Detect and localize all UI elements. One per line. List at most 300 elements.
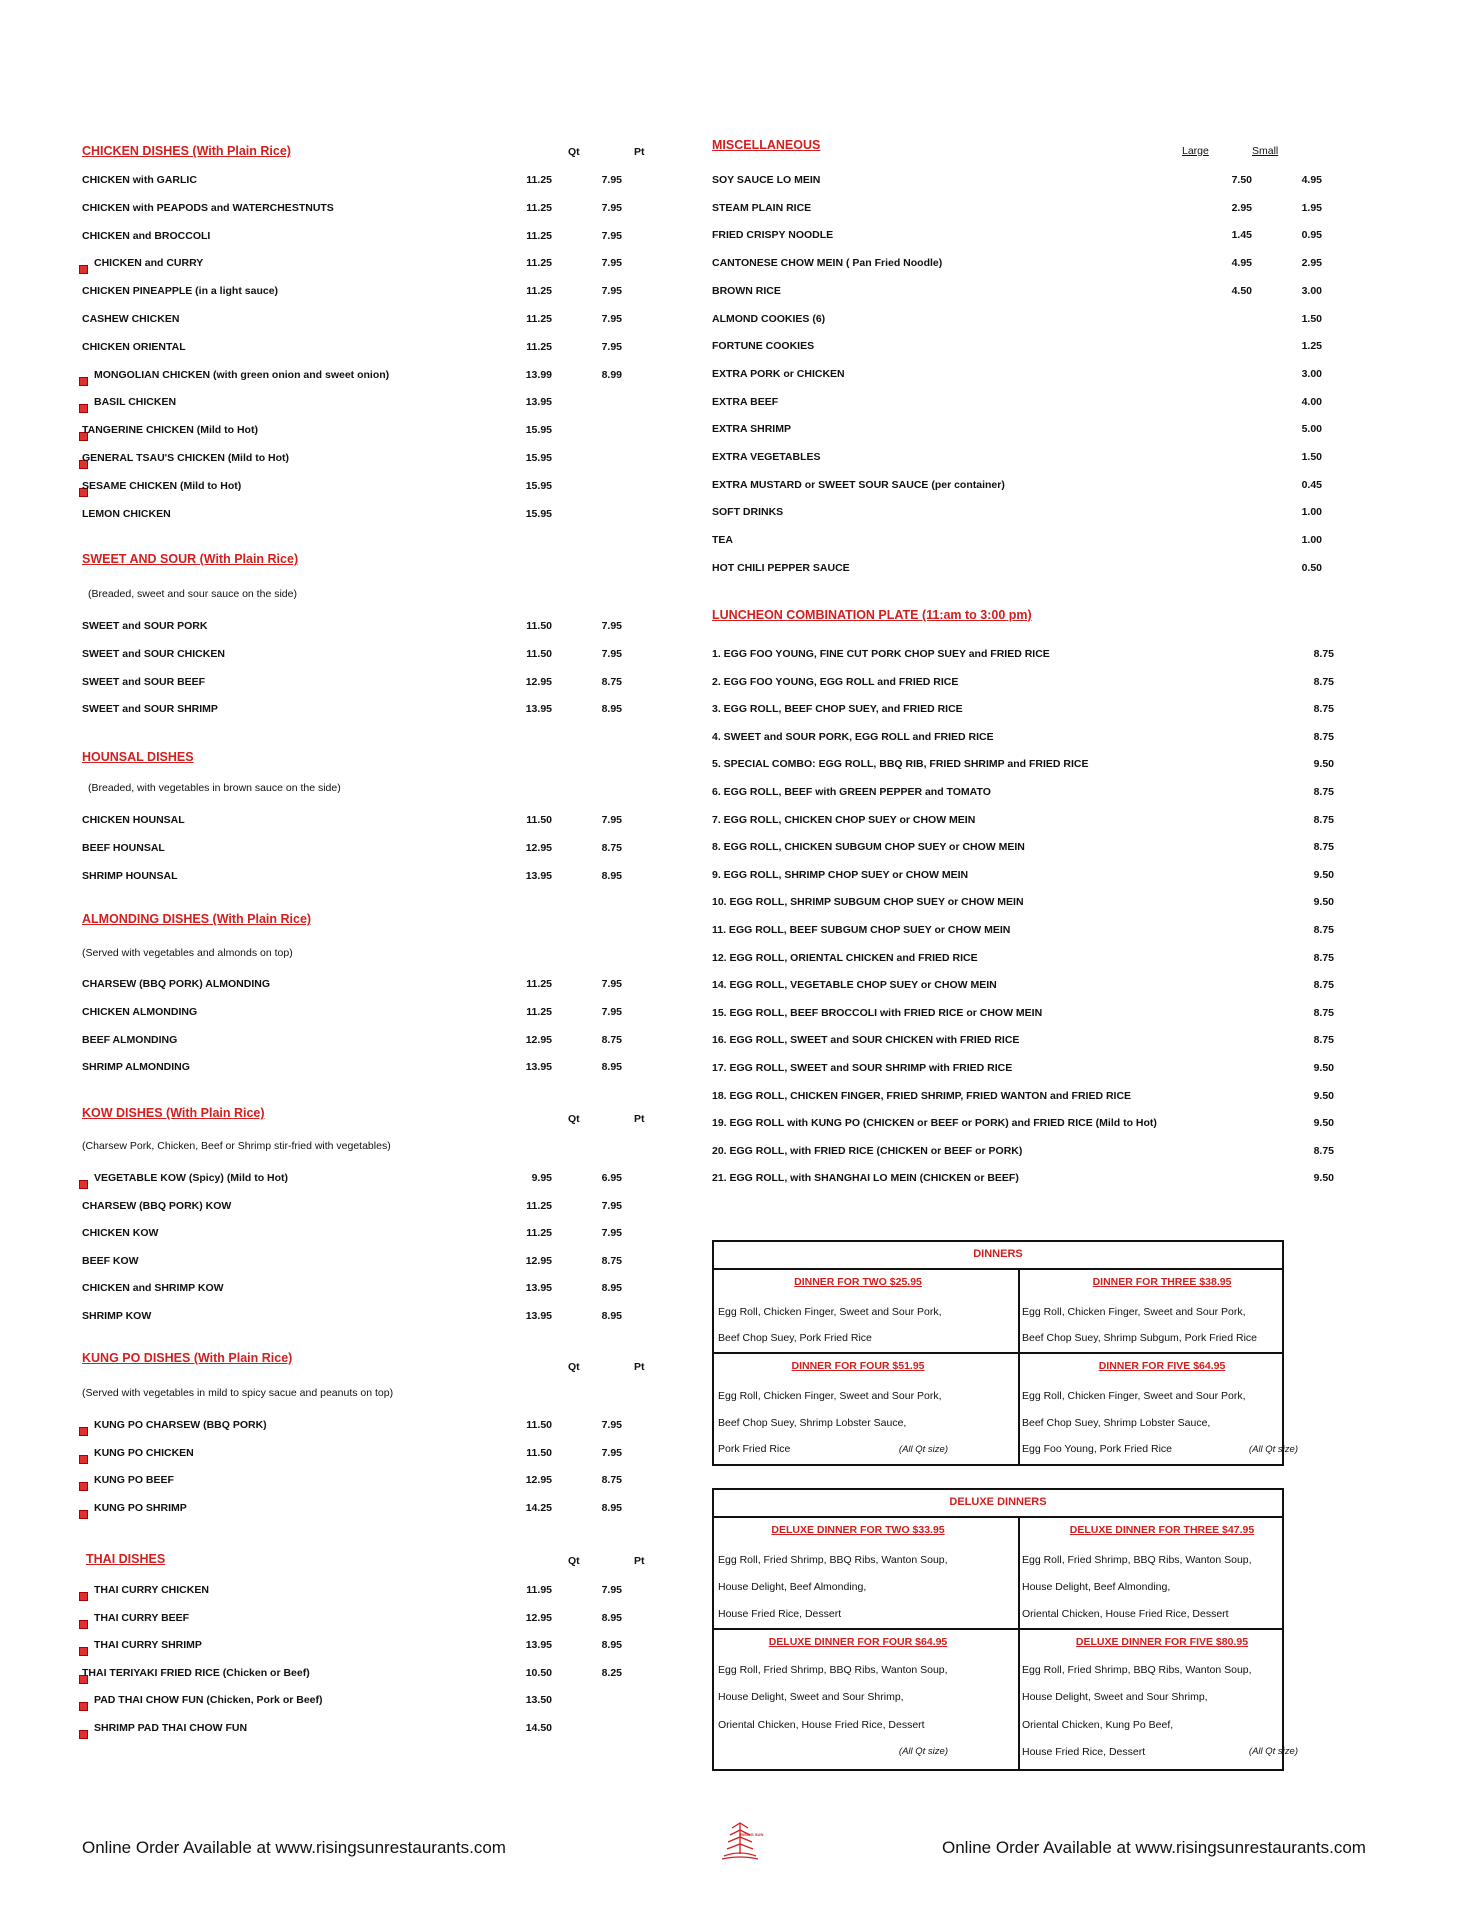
item-name: PAD THAI CHOW FUN (Chicken, Pork or Beef) xyxy=(94,1694,323,1707)
qt-price: 11.25 xyxy=(526,313,552,325)
small-price: 0.50 xyxy=(1301,561,1322,574)
item-name: CHICKEN with GARLIC xyxy=(82,174,197,186)
dinner-for-three-title: DINNER FOR THREE $38.95 xyxy=(1092,1276,1232,1288)
item-name: CHICKEN with PEAPODS and WATERCHESTNUTS xyxy=(82,201,334,214)
pt-price: 8.95 xyxy=(601,1639,622,1652)
item-name: BEEF KOW xyxy=(82,1254,139,1267)
dinner-for-four xyxy=(716,1356,1000,1466)
kungpo-menu-row xyxy=(82,1443,642,1463)
deluxe-four-line-3: Oriental Chicken, House Fried Rice, Dessert xyxy=(718,1719,925,1731)
misc-menu-row xyxy=(712,309,1322,329)
qt-price: 12.95 xyxy=(525,1474,552,1487)
hounsal-menu-row xyxy=(82,810,642,830)
hounsal-menu-row xyxy=(82,866,642,886)
kungpo-menu-row xyxy=(82,1415,642,1435)
deluxe-two-line-1: Egg Roll, Fried Shrimp, BBQ Ribs, Wanton Soup, xyxy=(718,1554,948,1566)
qt-price: 11.25 xyxy=(526,340,552,353)
item-name: STEAM PLAIN RICE xyxy=(712,201,812,214)
dinner-for-two xyxy=(716,1272,1000,1352)
chicken-menu-row xyxy=(82,337,642,357)
item-name: THAI CURRY SHRIMP xyxy=(94,1639,202,1652)
combo-name: 2. EGG FOO YOUNG, EGG ROLL and FRIED RICE xyxy=(712,675,959,688)
qt-price: 15.95 xyxy=(525,452,552,464)
pt-price: 7.95 xyxy=(601,1584,622,1596)
luncheon-combo-row xyxy=(712,975,1334,995)
item-name: SWEET and SOUR BEEF xyxy=(82,675,206,688)
luncheon-combo-row xyxy=(712,1030,1334,1050)
chicken-menu-row xyxy=(82,420,642,440)
combo-price: 8.75 xyxy=(1313,1006,1334,1019)
deluxe-dinners-title: DELUXE DINNERS xyxy=(949,1496,1047,1508)
item-name: CHICKEN and BROCCOLI xyxy=(82,229,211,242)
pt-price: 7.95 xyxy=(601,1446,622,1459)
kow-qt-header: Qt xyxy=(568,1113,580,1125)
kow-menu-row xyxy=(82,1278,642,1298)
chicken-dishes-heading: CHICKEN DISHES (With Plain Rice) xyxy=(82,144,291,158)
luncheon-combo-row xyxy=(712,1003,1334,1023)
deluxe-five-size-note: (All Qt size) xyxy=(1248,1746,1298,1757)
qt-price: 12.95 xyxy=(525,1611,552,1624)
pt-price: 8.75 xyxy=(601,1033,622,1046)
item-name: BEEF HOUNSAL xyxy=(82,841,165,854)
item-name: SOY SAUCE LO MEIN xyxy=(712,174,821,186)
kungpo-qt-header: Qt xyxy=(568,1361,580,1373)
combo-name: 7. EGG ROLL, CHICKEN CHOP SUEY or CHOW MEIN xyxy=(712,813,976,826)
large-price: 1.45 xyxy=(1231,229,1252,242)
pt-price: 8.75 xyxy=(601,841,622,854)
sweet_sour-menu-row xyxy=(82,672,642,692)
luncheon-combo-row xyxy=(712,810,1334,830)
pagoda-logo-icon xyxy=(718,1820,762,1862)
kungpo-menu-row xyxy=(82,1498,642,1518)
pt-price: 7.95 xyxy=(601,647,622,660)
luncheon-combo-row xyxy=(712,1058,1334,1078)
combo-price: 9.50 xyxy=(1313,1172,1334,1185)
sweet-sour-note: (Breaded, sweet and sour sauce on the side) xyxy=(88,588,297,600)
dinner-for-five xyxy=(1020,1356,1304,1466)
pt-price: 7.95 xyxy=(601,1419,622,1431)
combo-price: 9.50 xyxy=(1313,1062,1334,1074)
item-name: EXTRA PORK or CHICKEN xyxy=(712,367,845,380)
small-price: 1.95 xyxy=(1301,201,1322,214)
combo-price: 8.75 xyxy=(1313,648,1334,660)
deluxe-for-five xyxy=(1020,1632,1304,1770)
deluxe-for-four-title: DELUXE DINNER FOR FOUR $64.95 xyxy=(768,1636,948,1648)
item-name: BEEF ALMONDING xyxy=(82,1033,178,1046)
luncheon-combo-row xyxy=(712,948,1334,968)
dinner-four-line-3: Pork Fried Rice xyxy=(718,1443,791,1455)
qt-price: 11.50 xyxy=(526,1419,552,1431)
qt-price: 11.25 xyxy=(526,1005,552,1018)
chicken-menu-row xyxy=(82,226,642,246)
item-name: THAI CURRY CHICKEN xyxy=(94,1584,209,1596)
item-name: SWEET and SOUR SHRIMP xyxy=(82,703,218,716)
dinner-five-line-3: Egg Foo Young, Pork Fried Rice xyxy=(1022,1443,1173,1455)
item-name: FRIED CRISPY NOODLE xyxy=(712,229,834,242)
large-price: 7.50 xyxy=(1231,174,1252,186)
kungpo-note: (Served with vegetables in mild to spicy sacue and peanuts on top) xyxy=(82,1387,394,1399)
chicken-menu-row xyxy=(82,170,642,190)
combo-price: 9.50 xyxy=(1313,1117,1334,1130)
deluxe-dinners-box xyxy=(712,1488,1298,1771)
combo-name: 17. EGG ROLL, SWEET and SOUR SHRIMP with FRIED RICE xyxy=(712,1062,1013,1074)
pt-price: 7.95 xyxy=(601,285,622,298)
almonding-menu-row xyxy=(82,1030,642,1050)
logo-text: RISING SUN xyxy=(740,1832,764,1837)
item-name: SESAME CHICKEN (Mild to Hot) xyxy=(82,479,242,492)
pt-price: 7.95 xyxy=(601,340,622,353)
pt-header: Pt xyxy=(634,146,645,158)
large-header: Large xyxy=(1182,145,1209,157)
small-price: 3.00 xyxy=(1301,367,1322,380)
dinner-four-line-1: Egg Roll, Chicken Finger, Sweet and Sour Pork, xyxy=(718,1390,942,1402)
item-name: SHRIMP ALMONDING xyxy=(82,1061,190,1074)
kungpo-pt-header: Pt xyxy=(634,1361,645,1373)
combo-price: 8.75 xyxy=(1313,979,1334,992)
small-price: 1.00 xyxy=(1301,506,1322,519)
large-price: 4.95 xyxy=(1231,257,1252,270)
small-price: 3.00 xyxy=(1301,284,1322,297)
qt-price: 13.50 xyxy=(525,1694,552,1707)
misc-menu-row xyxy=(712,198,1322,218)
item-name: LEMON CHICKEN xyxy=(82,507,171,520)
thai-menu-row xyxy=(82,1718,642,1738)
dinner-three-line-1: Egg Roll, Chicken Finger, Sweet and Sour Pork, xyxy=(1022,1306,1246,1318)
hounsal-note: (Breaded, with vegetables in brown sauce on the side) xyxy=(88,782,341,794)
pt-price: 7.95 xyxy=(601,229,622,242)
thai-menu-row xyxy=(82,1635,642,1655)
qt-price: 13.95 xyxy=(525,1310,552,1322)
misc-menu-row xyxy=(712,281,1322,301)
deluxe-five-line-4: House Fried Rice, Dessert xyxy=(1022,1746,1146,1758)
deluxe-four-size-note: (All Qt size) xyxy=(898,1746,948,1757)
qt-price: 15.95 xyxy=(525,507,552,520)
dinner-four-size-note: (All Qt size) xyxy=(898,1444,948,1455)
combo-name: 5. SPECIAL COMBO: EGG ROLL, BBQ RIB, FRIED SHRIMP and FRIED RICE xyxy=(712,758,1089,771)
chicken-menu-row xyxy=(82,392,642,412)
combo-name: 10. EGG ROLL, SHRIMP SUBGUM CHOP SUEY or CHOW MEIN xyxy=(712,896,1024,909)
item-name: EXTRA MUSTARD or SWEET SOUR SAUCE (per container) xyxy=(712,478,1005,491)
item-name: CHICKEN ALMONDING xyxy=(82,1005,198,1018)
small-price: 0.45 xyxy=(1301,478,1322,491)
hounsal-menu-row xyxy=(82,838,642,858)
sweet_sour-menu-row xyxy=(82,616,642,636)
misc-menu-row xyxy=(712,502,1322,522)
item-name: TEA xyxy=(712,534,733,547)
small-price: 1.00 xyxy=(1301,534,1322,547)
chicken-menu-row xyxy=(82,476,642,496)
deluxe-for-two xyxy=(716,1520,1000,1628)
kow-note: (Charsew Pork, Chicken, Beef or Shrimp stir-fried with vegetables) xyxy=(82,1140,391,1152)
kow-heading: KOW DISHES (With Plain Rice) xyxy=(82,1106,265,1120)
deluxe-two-line-3: House Fried Rice, Dessert xyxy=(718,1608,842,1620)
thai-menu-row xyxy=(82,1608,642,1628)
qt-price: 15.95 xyxy=(525,479,552,492)
misc-menu-row xyxy=(712,530,1322,550)
luncheon-combo-row xyxy=(712,727,1334,747)
item-name: CHICKEN PINEAPPLE (in a light sauce) xyxy=(82,285,279,298)
combo-name: 18. EGG ROLL, CHICKEN FINGER, FRIED SHRIMP, FRIED WANTON and FRIED RICE xyxy=(712,1089,1132,1102)
small-price: 1.50 xyxy=(1301,451,1322,463)
combo-name: 20. EGG ROLL, with FRIED RICE (CHICKEN or BEEF or PORK) xyxy=(712,1144,1023,1157)
pt-price: 7.95 xyxy=(601,1005,622,1018)
combo-name: 4. SWEET and SOUR PORK, EGG ROLL and FRIED RICE xyxy=(712,730,994,743)
qt-price: 12.95 xyxy=(525,841,552,854)
qt-price: 10.50 xyxy=(525,1666,552,1679)
chicken-menu-row xyxy=(82,198,642,218)
deluxe-for-four xyxy=(716,1632,1000,1770)
item-name: CHICKEN ORIENTAL xyxy=(82,340,186,353)
combo-price: 8.75 xyxy=(1313,703,1334,716)
qt-price: 13.95 xyxy=(525,1282,552,1295)
dinner-two-line-1: Egg Roll, Chicken Finger, Sweet and Sour Pork, xyxy=(718,1306,942,1318)
combo-name: 3. EGG ROLL, BEEF CHOP SUEY, and FRIED RICE xyxy=(712,703,963,716)
combo-price: 8.75 xyxy=(1313,1034,1334,1047)
almonding-menu-row xyxy=(82,974,642,994)
pt-price: 8.75 xyxy=(601,1474,622,1487)
combo-name: 14. EGG ROLL, VEGETABLE CHOP SUEY or CHOW MEIN xyxy=(712,979,997,992)
combo-name: 19. EGG ROLL with KUNG PO (CHICKEN or BEEF or PORK) and FRIED RICE (Mild to Hot) xyxy=(712,1117,1157,1130)
pt-price: 7.95 xyxy=(601,201,622,214)
pt-price: 8.99 xyxy=(601,368,622,381)
dinner-for-five-title: DINNER FOR FIVE $64.95 xyxy=(1098,1360,1226,1372)
misc-menu-row xyxy=(712,253,1322,273)
thai-qt-header: Qt xyxy=(568,1555,580,1567)
misc-menu-row xyxy=(712,392,1322,412)
combo-price: 8.75 xyxy=(1313,675,1334,688)
hounsal-heading: HOUNSAL DISHES xyxy=(82,750,194,764)
kow-pt-header: Pt xyxy=(634,1113,645,1125)
deluxe-four-line-1: Egg Roll, Fried Shrimp, BBQ Ribs, Wanton Soup, xyxy=(718,1664,948,1676)
chicken-menu-row xyxy=(82,253,642,273)
luncheon-combo-row xyxy=(712,782,1334,802)
qt-price: 11.50 xyxy=(526,647,552,660)
thai-pt-header: Pt xyxy=(634,1555,645,1567)
item-name: GENERAL TSAU'S CHICKEN (Mild to Hot) xyxy=(82,452,290,464)
thai-menu-row xyxy=(82,1663,642,1683)
item-name: HOT CHILI PEPPER SAUCE xyxy=(712,561,850,574)
pt-price: 7.95 xyxy=(601,814,622,826)
chicken-menu-row xyxy=(82,281,642,301)
qt-price: 13.95 xyxy=(525,703,552,716)
combo-name: 21. EGG ROLL, with SHANGHAI LO MEIN (CHICKEN or BEEF) xyxy=(712,1172,1019,1185)
dinner-five-line-1: Egg Roll, Chicken Finger, Sweet and Sour Pork, xyxy=(1022,1390,1246,1402)
luncheon-combo-row xyxy=(712,1168,1334,1188)
small-price: 1.50 xyxy=(1301,312,1322,325)
combo-name: 16. EGG ROLL, SWEET and SOUR CHICKEN with FRIED RICE xyxy=(712,1034,1020,1047)
item-name: MONGOLIAN CHICKEN (with green onion and sweet onion) xyxy=(94,368,390,381)
small-price: 0.95 xyxy=(1301,229,1322,242)
qt-price: 13.95 xyxy=(525,396,552,409)
dinner-for-four-title: DINNER FOR FOUR $51.95 xyxy=(791,1360,925,1372)
dinner-five-line-2: Beef Chop Suey, Shrimp Lobster Sauce, xyxy=(1022,1417,1211,1429)
item-name: BASIL CHICKEN xyxy=(94,396,177,409)
item-name: SOFT DRINKS xyxy=(712,506,784,519)
pt-price: 7.95 xyxy=(601,1199,622,1212)
item-name: CHICKEN and SHRIMP KOW xyxy=(82,1282,224,1295)
item-name: TANGERINE CHICKEN (Mild to Hot) xyxy=(82,424,258,437)
combo-price: 8.75 xyxy=(1313,730,1334,743)
qt-price: 11.25 xyxy=(526,978,552,990)
misc-menu-row xyxy=(712,447,1322,467)
qt-price: 11.25 xyxy=(526,1227,552,1240)
kow-menu-row xyxy=(82,1223,642,1243)
item-name: CASHEW CHICKEN xyxy=(82,313,180,325)
misc-menu-row xyxy=(712,419,1322,439)
deluxe-two-line-2: House Delight, Beef Almonding, xyxy=(718,1581,867,1593)
qt-price: 11.25 xyxy=(526,1199,552,1212)
pt-price: 8.95 xyxy=(601,1282,622,1295)
kow-menu-row xyxy=(82,1168,642,1188)
combo-name: 8. EGG ROLL, CHICKEN SUBGUM CHOP SUEY or CHOW MEIN xyxy=(712,841,1025,854)
chicken-menu-row xyxy=(82,504,642,524)
qt-price: 11.50 xyxy=(526,620,552,632)
pt-price: 8.95 xyxy=(601,1310,622,1322)
combo-price: 8.75 xyxy=(1313,951,1334,964)
almonding-menu-row xyxy=(82,1057,642,1077)
qt-price: 12.95 xyxy=(525,1254,552,1267)
item-name: CHARSEW (BBQ PORK) KOW xyxy=(82,1199,232,1212)
qt-price: 13.95 xyxy=(525,1639,552,1652)
item-name: SHRIMP KOW xyxy=(82,1310,152,1322)
dinners-title: DINNERS xyxy=(973,1248,1023,1260)
item-name: KUNG PO CHARSEW (BBQ PORK) xyxy=(94,1419,267,1431)
qt-price: 11.25 xyxy=(526,201,552,214)
sweet-sour-heading: SWEET AND SOUR (With Plain Rice) xyxy=(82,552,299,566)
deluxe-for-two-title: DELUXE DINNER FOR TWO $33.95 xyxy=(771,1524,945,1536)
luncheon-combo-row xyxy=(712,754,1334,774)
footer-online-order-right: Online Order Available at www.risingsunrestaurants.com xyxy=(942,1838,1366,1857)
chicken-menu-row xyxy=(82,309,642,329)
deluxe-three-line-3: Oriental Chicken, House Fried Rice, Dessert xyxy=(1022,1608,1229,1620)
pt-price: 8.95 xyxy=(601,1061,622,1074)
item-name: CHICKEN and CURRY xyxy=(94,257,204,270)
item-name: THAI CURRY BEEF xyxy=(94,1611,190,1624)
qt-price: 11.95 xyxy=(526,1584,552,1596)
chicken-menu-row xyxy=(82,365,642,385)
sweet_sour-menu-row xyxy=(82,644,642,664)
combo-price: 8.75 xyxy=(1313,786,1334,798)
small-header: Small xyxy=(1252,145,1279,157)
combo-name: 12. EGG ROLL, ORIENTAL CHICKEN and FRIED RICE xyxy=(712,951,978,964)
pt-price: 7.95 xyxy=(601,978,622,990)
kungpo-menu-row xyxy=(82,1470,642,1490)
item-name: BROWN RICE xyxy=(712,284,781,297)
small-price: 4.00 xyxy=(1301,395,1322,408)
luncheon-combo-row xyxy=(712,1141,1334,1161)
luncheon-combo-row xyxy=(712,837,1334,857)
deluxe-three-line-2: House Delight, Beef Almonding, xyxy=(1022,1581,1171,1593)
qt-price: 12.95 xyxy=(525,1033,552,1046)
qt-price: 13.95 xyxy=(525,869,552,882)
sweet_sour-menu-row xyxy=(82,699,642,719)
item-name: EXTRA SHRIMP xyxy=(712,423,791,436)
item-name: ALMOND COOKIES (6) xyxy=(712,312,826,325)
combo-price: 8.75 xyxy=(1313,1144,1334,1157)
misc-menu-row xyxy=(712,475,1322,495)
chicken-menu-row xyxy=(82,448,642,468)
pt-price: 8.75 xyxy=(601,1254,622,1267)
misc-heading: MISCELLANEOUS xyxy=(712,138,821,152)
pt-price: 8.25 xyxy=(601,1666,622,1679)
luncheon-combo-row xyxy=(712,699,1334,719)
small-price: 4.95 xyxy=(1301,174,1322,186)
small-price: 5.00 xyxy=(1301,423,1322,436)
dinners-box xyxy=(712,1240,1298,1466)
rising-sun-logo xyxy=(718,1820,762,1862)
combo-name: 15. EGG ROLL, BEEF BROCCOLI with FRIED RICE or CHOW MEIN xyxy=(712,1006,1043,1019)
luncheon-combo-row xyxy=(712,1086,1334,1106)
almonding-note: (Served with vegetables and almonds on top) xyxy=(82,947,293,959)
thai-menu-row xyxy=(82,1580,642,1600)
pt-price: 8.95 xyxy=(601,703,622,716)
item-name: KUNG PO CHICKEN xyxy=(94,1446,194,1459)
combo-price: 8.75 xyxy=(1313,813,1334,826)
combo-price: 8.75 xyxy=(1313,924,1334,936)
luncheon-combo-row xyxy=(712,1113,1334,1133)
pt-price: 8.95 xyxy=(601,1501,622,1514)
thai-menu-row xyxy=(82,1690,642,1710)
item-name: EXTRA BEEF xyxy=(712,395,779,408)
qt-price: 12.95 xyxy=(525,675,552,688)
deluxe-for-five-title: DELUXE DINNER FOR FIVE $80.95 xyxy=(1075,1636,1249,1648)
luncheon-combo-row xyxy=(712,644,1334,664)
item-name: SHRIMP HOUNSAL xyxy=(82,869,178,882)
dinner-for-three xyxy=(1020,1272,1304,1352)
luncheon-combo-row xyxy=(712,920,1334,940)
small-price: 2.95 xyxy=(1301,257,1322,270)
pt-price: 7.95 xyxy=(601,174,622,186)
almonding-heading: ALMONDING DISHES (With Plain Rice) xyxy=(82,912,312,926)
large-price: 2.95 xyxy=(1231,201,1252,214)
footer-online-order-left: Online Order Available at www.risingsunrestaurants.com xyxy=(82,1838,506,1857)
luncheon-combo-row xyxy=(712,865,1334,885)
pt-price: 7.95 xyxy=(601,620,622,632)
misc-menu-row xyxy=(712,558,1322,578)
deluxe-for-three xyxy=(1020,1520,1304,1628)
kow-menu-row xyxy=(82,1306,642,1326)
item-name: SHRIMP PAD THAI CHOW FUN xyxy=(94,1722,248,1734)
combo-price: 9.50 xyxy=(1313,868,1334,881)
deluxe-three-line-1: Egg Roll, Fried Shrimp, BBQ Ribs, Wanton Soup, xyxy=(1022,1554,1252,1566)
kow-menu-row xyxy=(82,1196,642,1216)
luncheon-combo-row xyxy=(712,672,1334,692)
luncheon-combo-row xyxy=(712,892,1334,912)
pt-price: 8.95 xyxy=(601,869,622,882)
qt-price: 11.25 xyxy=(526,285,552,298)
pt-price: 8.75 xyxy=(601,675,622,688)
almonding-menu-row xyxy=(82,1002,642,1022)
item-name: SWEET and SOUR CHICKEN xyxy=(82,647,225,660)
large-price: 4.50 xyxy=(1231,284,1252,297)
deluxe-five-line-1: Egg Roll, Fried Shrimp, BBQ Ribs, Wanton Soup, xyxy=(1022,1664,1252,1676)
item-name: SWEET and SOUR PORK xyxy=(82,620,208,632)
qt-price: 15.95 xyxy=(525,424,552,437)
misc-menu-row xyxy=(712,336,1322,356)
qt-header: Qt xyxy=(568,146,580,158)
qt-price: 11.50 xyxy=(526,814,552,826)
qt-price: 14.50 xyxy=(525,1722,552,1734)
misc-menu-row xyxy=(712,225,1322,245)
qt-price: 11.25 xyxy=(526,174,552,186)
kow-menu-row xyxy=(82,1251,642,1271)
dinner-four-line-2: Beef Chop Suey, Shrimp Lobster Sauce, xyxy=(718,1417,907,1429)
pt-price: 7.95 xyxy=(601,1227,622,1240)
pt-price: 7.95 xyxy=(601,257,622,270)
combo-price: 9.50 xyxy=(1313,896,1334,909)
thai-heading: THAI DISHES xyxy=(86,1552,166,1566)
misc-menu-row xyxy=(712,170,1322,190)
